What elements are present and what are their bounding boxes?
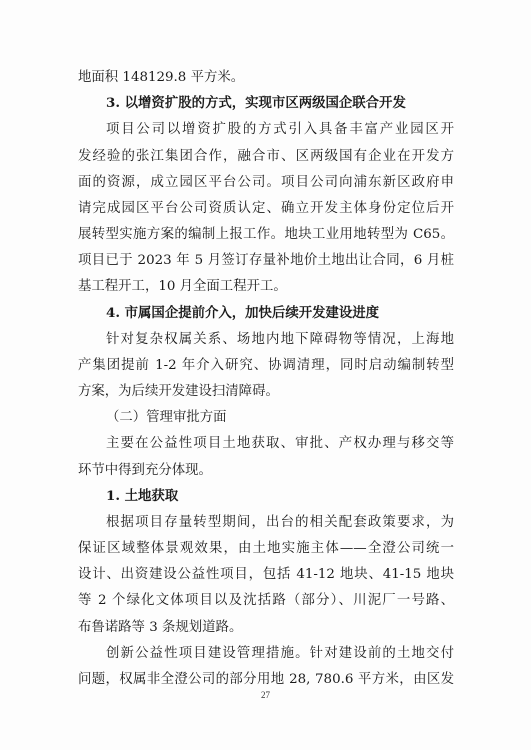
section-heading: 4. 市属国企提前介入，加快后续开发建设进度 <box>106 305 380 321</box>
paragraph-line: 请完成园区平台公司资质认定、确立开发主体身份定位后开 <box>78 201 454 216</box>
paragraph-line: 布鲁诺路等 3 条规划道路。 <box>78 620 243 635</box>
paragraph-line: 方案，为后续开发建设扫清障碍。 <box>78 384 279 399</box>
paragraph-line: 项目公司以增资扩股的方式引入具备丰富产业园区开 <box>106 122 454 137</box>
paragraph-line: （二）管理审批方面 <box>106 410 227 425</box>
paragraph-line: 面的资源，成立园区平台公司。项目公司向浦东新区政府申 <box>78 175 454 190</box>
paragraph-line: 项目已于 2023 年 5 月签订存量补地价土地出让合同，6 月桩 <box>78 253 454 268</box>
section-heading: 3. 以增资扩股的方式，实现市区两级国企联合开发 <box>106 95 406 111</box>
paragraph-line: 根据项目存量转型期间，出台的相关配套政策要求，为 <box>106 515 454 530</box>
paragraph-line: 主要在公益性项目土地获取、审批、产权办理与移交等 <box>106 436 454 451</box>
paragraph-line: 针对复杂权属关系、场地内地下障碍物等情况，上海地 <box>106 332 454 347</box>
paragraph-line: 基工程开工，10 月全面工程开工。 <box>78 279 287 294</box>
paragraph-line: 设计、出资建设公益性项目，包括 41-12 地块、41-15 地块 <box>78 567 454 582</box>
paragraph-line: 创新公益性项目建设管理措施。针对建设前的土地交付 <box>106 646 454 661</box>
paragraph-line: 发经验的张江集团合作，融合市、区两级国有企业在开发方 <box>78 149 454 164</box>
paragraph-line: 问题，权属非全澄公司的部分用地 28, 780.6 平方米，由区发 <box>78 672 454 687</box>
section-heading: 1. 土地获取 <box>106 488 179 504</box>
paragraph-line: 展转型实施方案的编制上报工作。地块工业用地转型为 C65。 <box>78 227 454 242</box>
page-number: 27 <box>261 690 270 700</box>
paragraph-line: 产集团提前 1-2 年介入研究、协调清理，同时启动编制转型 <box>78 358 454 373</box>
paragraph-line: 环节中得到充分体现。 <box>78 463 212 478</box>
paragraph-line: 地面积 148129.8 平方米。 <box>78 70 245 85</box>
paragraph-line: 保证区域整体景观效果，由土地实施主体——全澄公司统一 <box>78 541 454 556</box>
paragraph-line: 等 2 个绿化文体项目以及沈括路（部分）、川泥厂一号路、 <box>78 593 454 608</box>
